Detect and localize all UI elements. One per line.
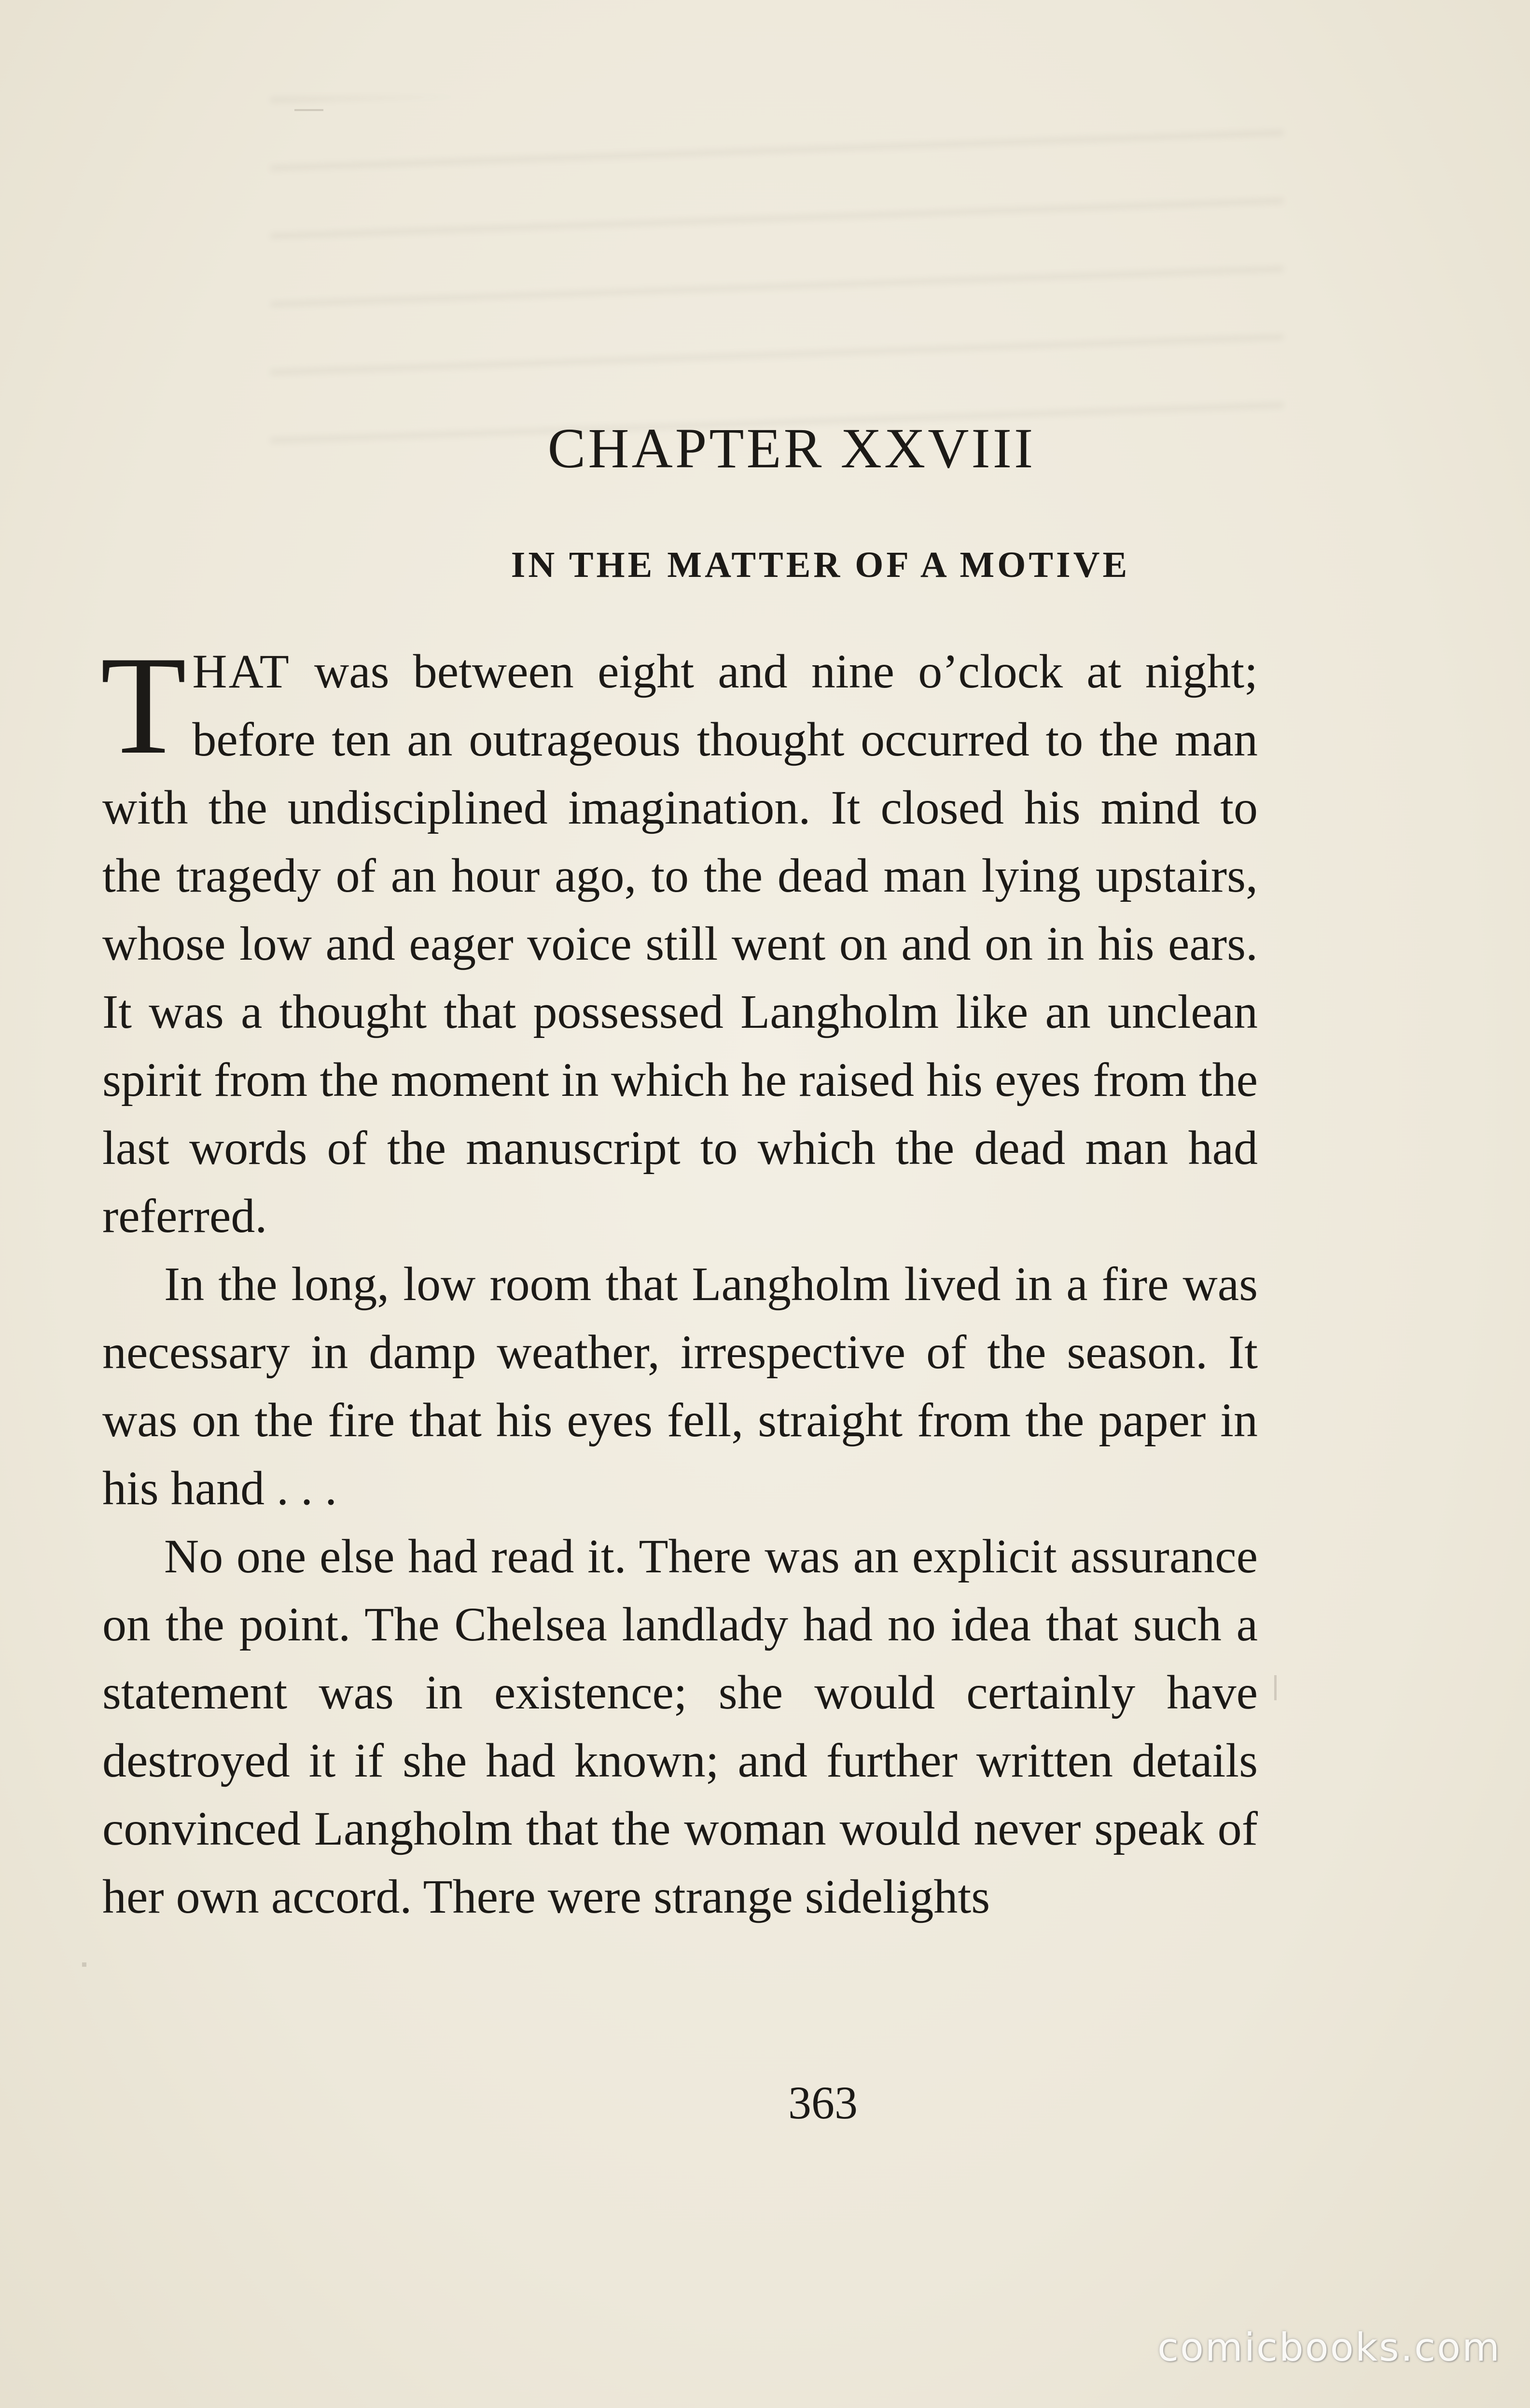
paper-speck [1274,1675,1277,1700]
site-watermark: comicbooks.com [1157,2325,1501,2370]
body-text [100,628,1258,1931]
show-through-text [270,97,1284,444]
paragraph-2: In the long, low room that Langholm lived in a fire was necessary in damp weather, irrespective of the season. It was on the fire that his eyes fell, straight from the paper in his hand . . . [102,1257,1258,1515]
paragraph-3: No one else had read it. There was an explicit assurance on the point. The Chelsea landlady had no idea that such a statement was in existence; she would certainly have destroyed it if she had known; and further written details convinced Langholm that the woman would never speak of her own accord. There were strange sidelights [102,1529,1258,1923]
opening-caps: HAT [192,644,291,698]
chapter-subtitle: IN THE MATTER OF A MOTIVE [511,545,1130,585]
paper-speck [82,1962,86,1967]
page-number: 363 [788,2077,858,2128]
drop-cap: T [100,628,187,784]
paragraph-1 [100,628,1258,1250]
paragraph-1-text: was between eight and nine o’clock at night; before ten an outrageous thought occurred to the man with the undisciplined imagination. It closed his mind to the tragedy of an hour ago, to the dead man lying upstairs, whose low and eager voice still went on and on in his ears. It was a thought that possessed Langholm like an unclean spirit from the moment in which he raised his eyes from the last words of the manuscript to which the dead man had referred. [102,644,1258,1243]
chapter-title: CHAPTER XXVIII [547,417,1036,480]
paper-speck [294,109,323,111]
